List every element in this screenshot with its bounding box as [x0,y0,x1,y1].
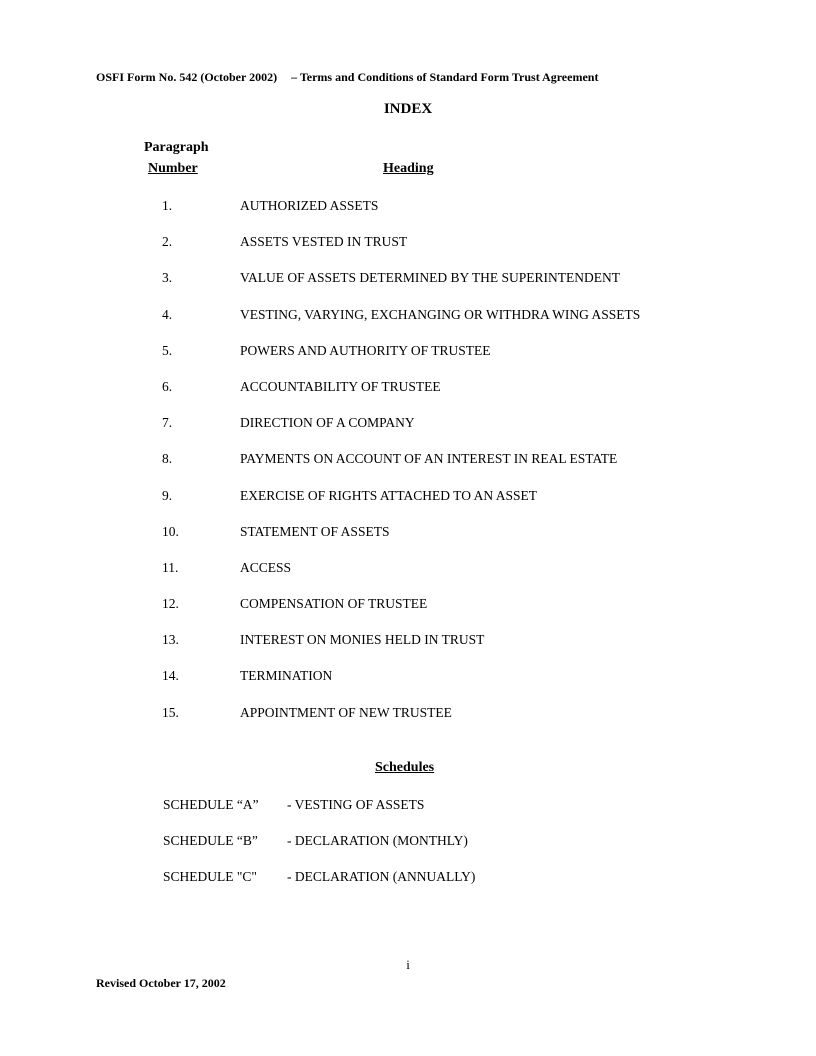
schedule-name: SCHEDULE "C" [163,869,257,884]
schedules-list [0,797,816,905]
index-row-number: 4. [162,306,173,322]
number-column-heading: Number [148,161,198,176]
index-row-number: 7. [162,415,173,431]
index-row-heading: TERMINATION [240,668,333,684]
index-row [0,522,816,558]
index-row-heading: EXERCISE OF RIGHTS ATTACHED TO AN ASSET [240,487,537,503]
index-row [0,449,816,485]
index-row-heading: STATEMENT OF ASSETS [240,523,390,539]
index-row-heading: ASSETS VESTED IN TRUST [240,234,408,250]
index-row-number: 5. [162,342,173,358]
schedule-description: - DECLARATION (MONTHLY) [287,833,468,848]
index-row [0,413,816,449]
index-row [0,305,816,341]
index-row [0,558,816,594]
index-row-number: 1. [162,198,173,213]
index-row-heading: VALUE OF ASSETS DETERMINED BY THE SUPERINTENDENT [240,270,621,286]
index-row-heading: ACCESS [240,559,292,575]
schedule-name: SCHEDULE “A” [163,797,259,812]
index-row [0,703,816,739]
index-row-number: 14. [162,668,179,684]
form-title: OSFI Form No. 542 (October 2002) [96,70,278,84]
index-row [0,268,816,304]
index-row-number: 6. [162,378,173,394]
index-row [0,232,816,268]
index-row [0,377,816,413]
index-row-heading: ACCOUNTABILITY OF TRUSTEE [240,378,441,394]
schedules-title: Schedules [375,760,435,775]
index-row-heading: APPOINTMENT OF NEW TRUSTEE [240,704,452,720]
index-row [0,666,816,702]
index-row-heading: POWERS AND AUTHORITY OF TRUSTEE [240,342,491,358]
revision-footer: Revised October 17, 2002 [96,976,226,990]
index-row [0,196,816,232]
index-row-number: 11. [162,559,179,575]
schedule-name: SCHEDULE “B” [163,833,258,848]
index-title: INDEX [383,101,433,117]
schedule-description: - VESTING OF ASSETS [287,797,425,812]
index-row-heading: COMPENSATION OF TRUSTEE [240,596,428,612]
index-row-number: 8. [162,451,173,467]
page-number: i [406,957,410,972]
form-subtitle: – Terms and Conditions of Standard Form Trust Agreement [291,70,599,84]
index-row-heading: VESTING, VARYING, EXCHANGING OR WITHDRA WING ASSETS [240,306,641,322]
index-row-heading: AUTHORIZED ASSETS [240,198,379,213]
schedule-description: - DECLARATION (ANNUALLY) [287,869,476,884]
paragraph-column-label: Paragraph [144,140,209,155]
index-row [0,341,816,377]
index-row [0,630,816,666]
heading-column-heading: Heading [383,161,434,176]
index-row-number: 9. [162,487,173,503]
index-row-number: 2. [162,234,173,250]
page-header [96,70,598,85]
index-row-number: 10. [162,523,179,539]
index-row-heading: INTEREST ON MONIES HELD IN TRUST [240,632,485,648]
index-row [0,486,816,522]
schedule-row [0,869,816,905]
index-row [0,594,816,630]
index-row-number: 12. [162,596,179,612]
schedule-row [0,833,816,869]
schedule-row [0,797,816,833]
index-row-heading: PAYMENTS ON ACCOUNT OF AN INTEREST IN REAL ESTATE [240,451,618,467]
index-list [0,196,816,739]
index-row-heading: DIRECTION OF A COMPANY [240,415,415,431]
index-row-number: 15. [162,704,179,720]
index-row-number: 13. [162,632,179,648]
index-row-number: 3. [162,270,173,286]
